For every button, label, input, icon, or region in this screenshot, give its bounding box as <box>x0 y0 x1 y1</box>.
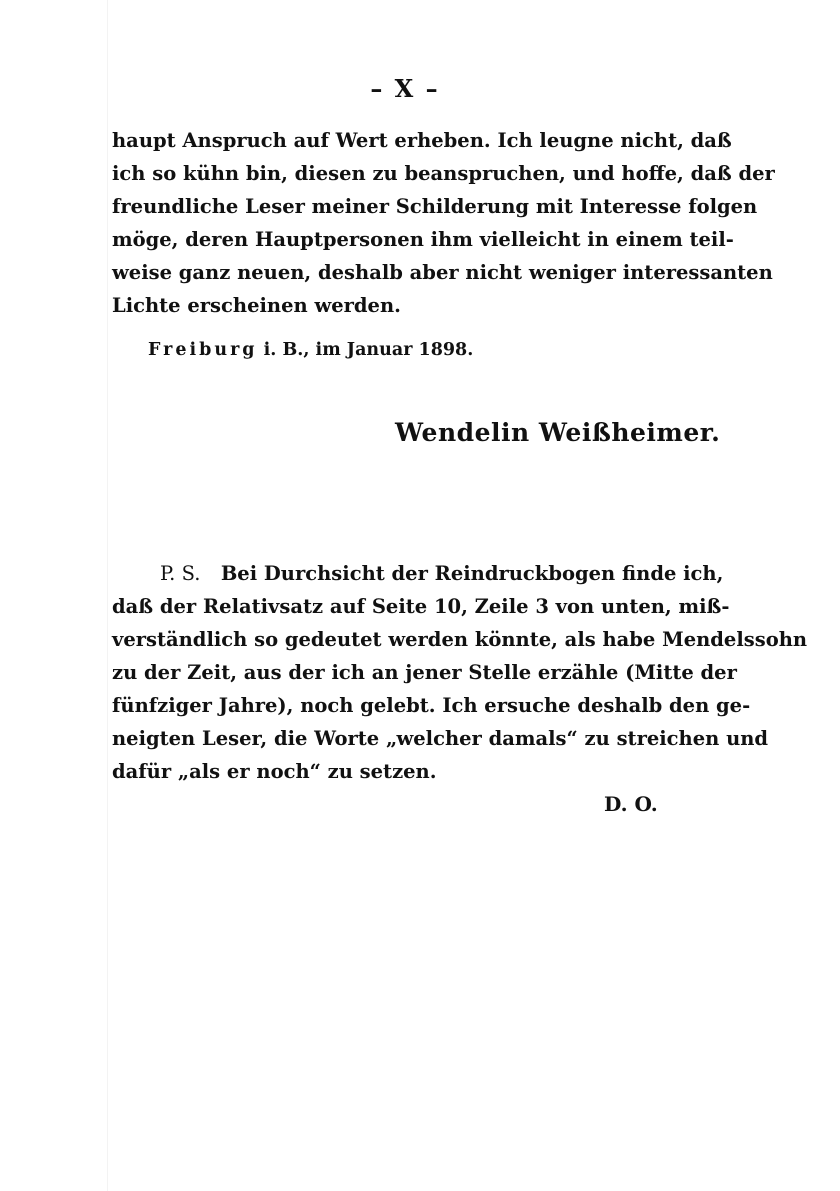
foreword-line: möge, deren Hauptpersonen ihm vielleicht in einem teil- <box>112 228 734 251</box>
author-signature: Wendelin Weißheimer. <box>395 418 721 447</box>
page-gutter-line <box>107 0 108 1191</box>
foreword-line: weise ganz neuen, deshalb aber nicht weniger interessanten <box>112 261 773 284</box>
foreword-line: ich so kühn bin, diesen zu beanspruchen, und hoffe, daß der <box>112 162 775 185</box>
foreword-paragraph <box>112 124 775 322</box>
page-number: – X – <box>370 74 440 103</box>
postscript-line <box>112 557 724 590</box>
postscript-line: zu der Zeit, aus der ich an jener Stelle erzähle (Mitte der <box>112 661 737 684</box>
foreword-line: haupt Anspruch auf Wert erheben. Ich leugne nicht, daß <box>112 129 732 152</box>
postscript-label: P. S. <box>160 562 201 585</box>
dateline <box>148 340 473 360</box>
postscript-line: neigten Leser, die Worte „welcher damals“ zu streichen und <box>112 727 769 750</box>
postscript-line: verständlich so gedeutet werden könnte, als habe Mendelssohn <box>112 628 808 651</box>
dateline-date: i. B., im Januar 1898. <box>257 340 474 360</box>
postscript-paragraph <box>112 557 808 788</box>
postscript-line: dafür „als er noch“ zu setzen. <box>112 760 437 783</box>
postscript-line: fünfziger Jahre), noch gelebt. Ich ersuche deshalb den ge- <box>112 694 751 717</box>
postscript-line-text: Bei Durchsicht der Reindruckbogen finde ich, <box>220 562 724 585</box>
foreword-line: freundliche Leser meiner Schilderung mit Interesse folgen <box>112 195 758 218</box>
postscript-initials: D. O. <box>604 792 658 816</box>
foreword-line: Lichte erscheinen werden. <box>112 294 401 317</box>
postscript-line: daß der Relativsatz auf Seite 10, Zeile 3 von unten, miß- <box>112 595 730 618</box>
dateline-place: Freiburg <box>148 340 258 360</box>
